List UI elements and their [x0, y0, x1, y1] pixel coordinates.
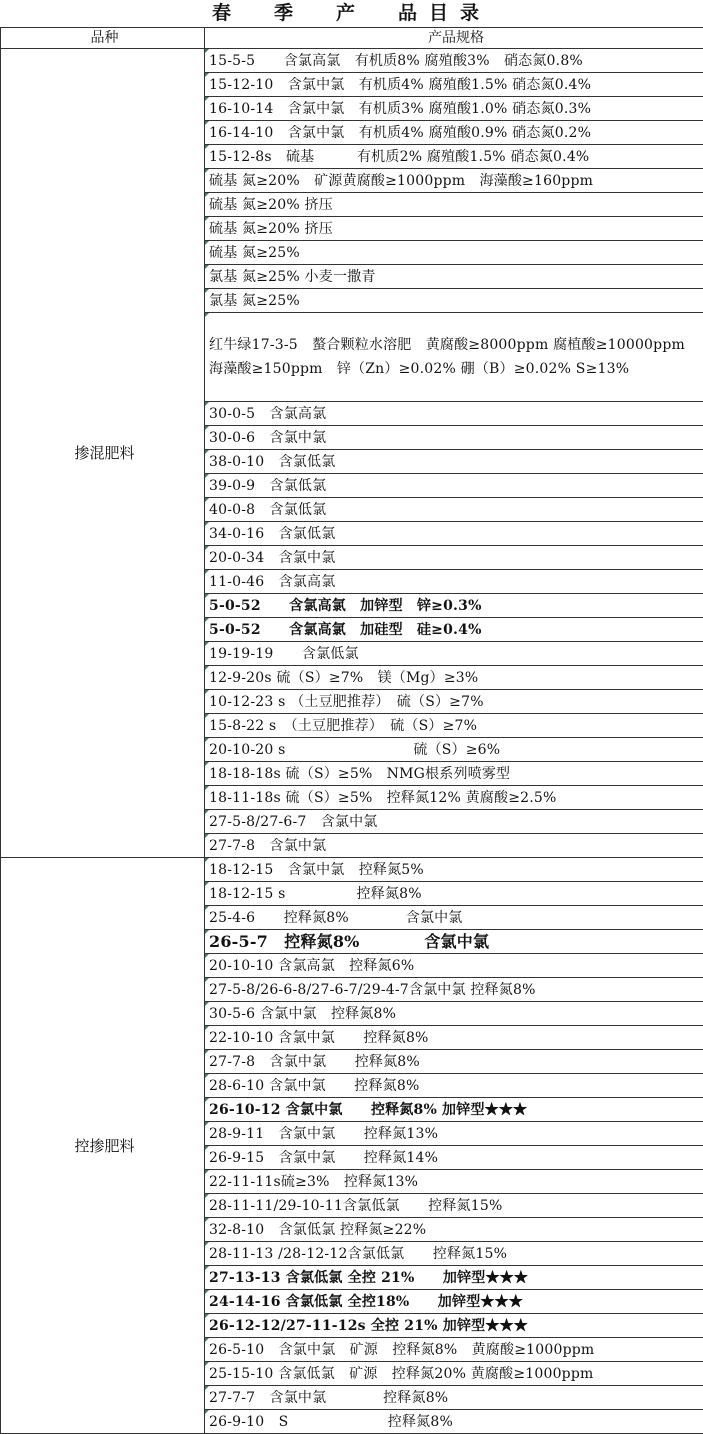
- spec-cell: 18-12-15 s 控释氮8%: [205, 882, 703, 906]
- spec-cell: 26-12-12/27-11-12s 全控 21% 加锌型★★★: [205, 1314, 703, 1338]
- spec-cell: 硫基 氮≥20% 挤压: [205, 217, 703, 241]
- spec-cell: 38-0-10 含氯低氯: [205, 450, 703, 474]
- spec-cell: 硫基 氮≥20% 挤压: [205, 193, 703, 217]
- spec-cell: 27-5-8/27-6-7 含氯中氯: [205, 810, 703, 834]
- spec-cell: 27-5-8/26-6-8/27-6-7/29-4-7含氯中氯 控释氮8%: [205, 978, 703, 1002]
- spec-cell: 32-8-10 含氯低氯 控释氮≥22%: [205, 1218, 703, 1242]
- spec-cell: 硫基 氮≥20% 矿源黄腐酸≥1000ppm 海藻酸≥160ppm: [205, 169, 703, 193]
- product-table: [0, 27, 703, 1434]
- spec-cell: 22-10-10 含氯中氯 控释氮8%: [205, 1026, 703, 1050]
- spec-cell: 26-10-12 含氯中氯 控释氮8% 加锌型★★★: [205, 1098, 703, 1122]
- spec-cell: 40-0-8 含氯低氯: [205, 498, 703, 522]
- spec-cell: 30-0-6 含氯中氯: [205, 426, 703, 450]
- spec-cell: 25-4-6 控释氮8% 含氯中氯: [205, 906, 703, 930]
- spec-cell: 26-9-10 S 控释氮8%: [205, 1410, 703, 1434]
- spec-cell: 34-0-16 含氯低氯: [205, 522, 703, 546]
- spec-cell: 22-11-11s硫≥3% 控释氮13%: [205, 1170, 703, 1194]
- spec-cell: 39-0-9 含氯低氯: [205, 474, 703, 498]
- spec-cell: 28-9-11 含氯中氯 控释氮13%: [205, 1122, 703, 1146]
- spec-cell: 18-11-18s 硫（S）≥5% 控释氮12% 黄腐酸≥2.5%: [205, 786, 703, 810]
- category-cell: 掺混肥料: [1, 49, 205, 858]
- spec-cell: 20-10-20 s 硫（S）≥6%: [205, 738, 703, 762]
- table-row: [1, 49, 703, 73]
- spec-cell: 19-19-19 含氯低氯: [205, 642, 703, 666]
- spec-cell: 26-5-10 含氯中氯 矿源 控释氮8% 黄腐酸≥1000ppm: [205, 1338, 703, 1362]
- spec-cell: 15-12-8s 硫基 有机质2% 腐殖酸1.5% 硝态氮0.4%: [205, 145, 703, 169]
- variety-header: 品种: [1, 28, 205, 49]
- spec-cell: 10-12-23 s （土豆肥推荐） 硫（S）≥7%: [205, 690, 703, 714]
- spec-cell: 28-6-10 含氯中氯 控释氮8%: [205, 1074, 703, 1098]
- spec-cell: 16-10-14 含氯中氯 有机质3% 腐殖酸1.0% 硝态氮0.3%: [205, 97, 703, 121]
- spec-cell: 25-15-10 含氯低氯 矿源 控释氮20% 黄腐酸≥1000ppm: [205, 1362, 703, 1386]
- spec-cell: 27-7-7 含氯中氯 控释氮8%: [205, 1386, 703, 1410]
- spec-cell: 红牛绿17-3-5 螯合颗粒水溶肥 黄腐酸≥8000ppm 腐植酸≥10000ppm 海藻酸≥150ppm 锌（Zn）≥0.02% 硼（B）≥0.02% S≥13%: [205, 313, 703, 402]
- spec-cell: 16-14-10 含氯中氯 有机质4% 腐殖酸0.9% 硝态氮0.2%: [205, 121, 703, 145]
- spec-cell: 18-18-18s 硫（S）≥5% NMG根系列喷雾型: [205, 762, 703, 786]
- spec-cell: 20-0-34 含氯中氯: [205, 546, 703, 570]
- catalog-title: 春 季 产 品目录: [0, 0, 703, 27]
- spec-header: 产品规格: [205, 28, 703, 49]
- table-row: [1, 858, 703, 882]
- spec-cell: 30-0-5 含氯高氯: [205, 402, 703, 426]
- spec-cell: 30-5-6 含氯中氯 控释氮8%: [205, 1002, 703, 1026]
- spec-cell: 氯基 氮≥25%: [205, 289, 703, 313]
- spec-cell: 20-10-10 含氯高氯 控释氮6%: [205, 954, 703, 978]
- spec-cell: 硫基 氮≥25%: [205, 241, 703, 265]
- spec-cell: 15-5-5 含氯高氯 有机质8% 腐殖酸3% 硝态氮0.8%: [205, 49, 703, 73]
- spec-cell: 28-11-11/29-10-11含氯低氯 控释氮15%: [205, 1194, 703, 1218]
- spec-cell: 27-13-13 含氯低氯 全控 21% 加锌型★★★: [205, 1266, 703, 1290]
- spec-cell: 26-9-15 含氯中氯 控释氮14%: [205, 1146, 703, 1170]
- table-body: [1, 49, 703, 1434]
- category-cell: 控掺肥料: [1, 858, 205, 1434]
- spec-cell: 11-0-46 含氯高氯: [205, 570, 703, 594]
- spec-cell: 12-9-20s 硫（S）≥7% 镁（Mg）≥3%: [205, 666, 703, 690]
- spec-cell: 27-7-8 含氯中氯: [205, 834, 703, 858]
- spec-cell: 5-0-52 含氯高氯 加锌型 锌≥0.3%: [205, 594, 703, 618]
- spec-cell: 15-8-22 s （土豆肥推荐） 硫（S）≥7%: [205, 714, 703, 738]
- spec-cell: 5-0-52 含氯高氯 加硅型 硅≥0.4%: [205, 618, 703, 642]
- spec-cell: 26-5-7 控释氮8% 含氯中氯: [205, 930, 703, 954]
- spec-cell: 24-14-16 含氯低氯 全控18% 加锌型★★★: [205, 1290, 703, 1314]
- spec-cell: 氯基 氮≥25% 小麦一撒青: [205, 265, 703, 289]
- spec-cell: 27-7-8 含氯中氯 控释氮8%: [205, 1050, 703, 1074]
- spec-cell: 28-11-13 /28-12-12含氯低氯 控释氮15%: [205, 1242, 703, 1266]
- header-row: [1, 28, 703, 49]
- spec-cell: 18-12-15 含氯中氯 控释氮5%: [205, 858, 703, 882]
- spec-cell: 15-12-10 含氯中氯 有机质4% 腐殖酸1.5% 硝态氮0.4%: [205, 73, 703, 97]
